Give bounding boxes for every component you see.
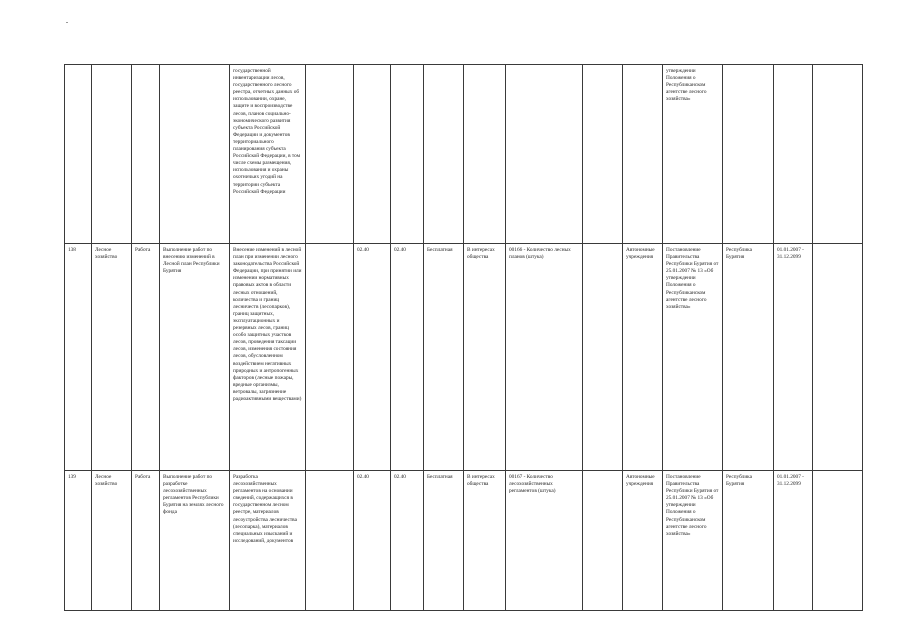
interest-cell: В интересах общества xyxy=(464,244,506,471)
code-cell xyxy=(354,65,391,244)
type-cell: Работа xyxy=(132,471,160,611)
row-number: 139 xyxy=(65,471,92,611)
row-number xyxy=(65,65,92,244)
blank-cell xyxy=(583,65,623,244)
content-cell: государственной инвентаризации лесов, государственного лесного реестра, отчетных данных об использовании, охране, защите и воспроизводстве лесов, планов социально-экономического развития субъекта Российской Федерации и документов территориального планирования субъекта Российской Федерации, в том числе схемы размещения, использования и охраны охотничьих угодий на территории субъекта Российской Федерации xyxy=(230,65,306,244)
institution-cell xyxy=(623,65,663,244)
interest-cell xyxy=(464,65,506,244)
period-cell xyxy=(774,65,813,244)
payment-cell xyxy=(424,65,464,244)
work-name-cell xyxy=(160,65,230,244)
sector-cell: Лесное хозяйство xyxy=(92,244,132,471)
blank-cell xyxy=(583,244,623,471)
table-row xyxy=(65,65,863,244)
interest-cell: В интересах общества xyxy=(464,471,506,611)
founder-cell: Республика Бурятия xyxy=(723,471,774,611)
code-cell: 02.40 xyxy=(391,244,424,471)
content-cell: Разработка лесохозяйственных регламентов на основании сведений, содержащихся в государственном лесном реестре, материалов лесоустройства лесничества (лесопарка), материалов специальных изысканий и исследований, документов xyxy=(230,471,306,611)
payment-cell: Бесплатная xyxy=(424,471,464,611)
institution-cell: Автономные учреждения xyxy=(623,471,663,611)
sector-cell xyxy=(92,65,132,244)
period-cell: 01.01.2007 - 31.12.2099 xyxy=(774,244,813,471)
type-cell xyxy=(132,65,160,244)
blank-cell xyxy=(813,471,863,611)
legal-act-cell: утверждении Положения о Республиканском агентстве лесного хозяйства» xyxy=(663,65,723,244)
table-row xyxy=(65,244,863,471)
table-row xyxy=(65,471,863,611)
code-cell: 02.40 xyxy=(354,244,391,471)
sector-cell: Лесное хозяйство xyxy=(92,471,132,611)
founder-cell: Республика Бурятия xyxy=(723,244,774,471)
content-cell: Внесение изменений в лесной план при изменении лесного законодательства Российской Федерации, при принятии или изменении нормативных правовых актов в области лесных отношений, количества и границ лесничеств (лесопарков), границ защитных, эксплуатационных и резервных лесов, границ особо защитных участков лесов, проведения таксации лесов, изменения состояния лесов, обусловленном воздействием негативных природных и антропогенных факторов (лесные пожары, вредные организмы, ветровалы, загрязнение радиоактивными веществами) xyxy=(230,244,306,471)
blank-cell xyxy=(813,244,863,471)
code-cell: 02.40 xyxy=(354,471,391,611)
row-number: 138 xyxy=(65,244,92,471)
founder-cell xyxy=(723,65,774,244)
payment-cell: Бесплатная xyxy=(424,244,464,471)
registry-table xyxy=(64,64,863,611)
legal-act-cell: Постановление Правительства Республики Бурятия от 25.01.2007 № 13 «Об утверждении Положения о Республиканском агентстве лесного хозяйства» xyxy=(663,244,723,471)
indicator-cell xyxy=(506,65,583,244)
institution-cell: Автономные учреждения xyxy=(623,244,663,471)
blank-cell xyxy=(583,471,623,611)
blank-cell xyxy=(306,244,354,471)
work-name-cell: Выполнение работ по внесению изменений в Лесной план Республики Бурятия xyxy=(160,244,230,471)
blank-cell xyxy=(306,65,354,244)
indicator-cell: 00166 - Количество лесных планов (штука) xyxy=(506,244,583,471)
type-cell: Работа xyxy=(132,244,160,471)
code-cell xyxy=(391,65,424,244)
scan-speck xyxy=(66,22,68,23)
period-cell: 01.01.2007 - 31.12.2099 xyxy=(774,471,813,611)
indicator-cell: 00167 - Количество лесохозяйственных регламентов (штука) xyxy=(506,471,583,611)
blank-cell xyxy=(306,471,354,611)
blank-cell xyxy=(813,65,863,244)
work-name-cell: Выполнение работ по разработке лесохозяйственных регламентов Республики Бурятия на землях лесного фонда xyxy=(160,471,230,611)
code-cell: 02.40 xyxy=(391,471,424,611)
legal-act-cell: Постановление Правительства Республики Бурятия от 25.01.2007 № 13 «Об утверждении Положения о Республиканском агентстве лесного хозяйства» xyxy=(663,471,723,611)
